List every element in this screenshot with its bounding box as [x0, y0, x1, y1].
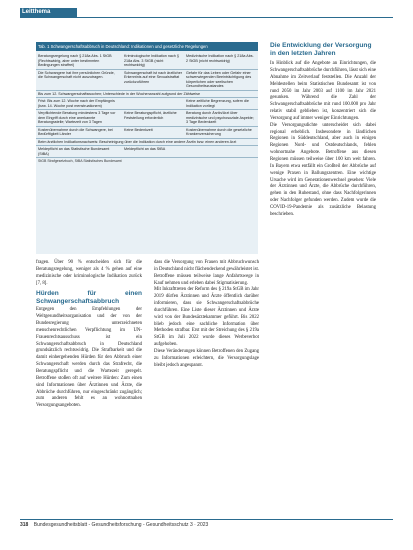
table-row — [36, 127, 258, 139]
table-cell: Verpflichtende Beratung mindestens 3 Tage vor dem Eingriff durch eine anerkannte Beratungsstelle; Wartezeit von 3 Tagen — [38, 111, 116, 124]
table-header-row — [36, 53, 258, 70]
table-full-row: Bis zum 12. Schwangerschaftswochen; Unterschiede in der Wochenanzahl aufgrund der Zählweise — [36, 91, 258, 99]
table-cell: Keine Beratungspflicht, ärztliche Feststellung erforderlich — [124, 111, 177, 120]
middle-text-column — [154, 260, 259, 370]
page-number: 318 — [20, 522, 29, 528]
table-row — [36, 110, 258, 127]
body-paragraph: Die Versorgungsdichte unterscheidet sich dabei regional erheblich. Insbesondere in ländlichen Regionen in Süddeutschland, aber auch in einigen Regionen Nord- und Ostdeutschlands, fehlen wohnortnahe Angebote. Betroffene aus diesen Regionen müssen teilweise über 100 km weit fahren. In Bayern etwa entfällt ein Großteil der Abbrüche auf wenige Praxen in Ballungszentren. Eine wichtige Ursache wird im Generationenwechsel gesehen: Viele der Ärztinnen und Ärzte, die Abbrüche durchführen, gehen in den Ruhestand, ohne dass Nachfolgerinnen oder Nachfolger gefunden werden. Zudem wurde die COVID-19-Pandemie als zusätzliche Belastung beschrieben. — [270, 122, 376, 217]
table-source-note: StGB Strafgesetzbuch, StBA Statistisches Bundesamt — [38, 159, 122, 163]
table-header-cell: Medizinische Indikation nach § 218a Abs. 2 StGB (nicht rechtswidrig) — [186, 54, 254, 63]
body-paragraph: Entgegen den Empfehlungen der Weltgesundheitsorganisation und der von der Bundesregierung unterzeichneten menschenrechtlichen Verpflichtung im UN-Frauenrechtsausschuss ist ein Schwangerschaftsabbruch in Deutschland grundsätzlich rechtswidrig. Die Strafbarkeit und die damit einhergehenden Hürden für den Abbruch einer Schwangerschaft werden durch das Strafrecht, die Beratungspflicht und die Wartezeit geregelt. Betroffene stoßen oft auf weitere Hürden: Zum einen sind Informationen über Ärztinnen und Ärzte, die Abbrüche durchführen, nur eingeschränkt zugänglich; zum anderen fehlt es an wohnortnahen Versorgungsangeboten. — [36, 307, 142, 409]
table-header-cell: Beratungsregelung nach § 218a Abs. 1 StGB (Rechtswidrig, aber unter bestimmten Bedingungen straffrei) — [38, 54, 112, 67]
table-cell: Schwangerschaft ist nach ärztlicher Erkenntnis auf eine Sexualstraftat zurückzuführen — [124, 70, 183, 84]
table-cell: Meldepflicht an das StBA — [124, 147, 166, 151]
legal-table — [36, 42, 258, 254]
table-cell: Gefahr für das Leben oder Gefahr einer schwerwiegenden Beeinträchtigung des körperlichen oder seelischen Gesundheitszustandes — [186, 70, 252, 88]
table-row — [36, 146, 258, 158]
table-full-row: Beim ärztlichen Indikationsnachweis: Bescheinigung über die Indikation durch eine andere Ärztin bzw. einen anderen Arzt — [36, 139, 258, 147]
table-row — [36, 70, 258, 91]
table-caption: Tab. 1 Schwangerschaftsabbruch in Deutschland: Indikationen und gesetzliche Regelungen — [36, 42, 258, 51]
table-cell: Keine Bedenkzeit — [124, 127, 153, 132]
body-paragraph: fragen. Über 90 % entscheiden sich für die Beratungsregelung, weniger als 4 % gehen auf eine medizinische oder kriminologische Indikation zurück [7, 8]. — [36, 260, 142, 286]
table-cell: Kostenübernahme durch die Schwangere, bei Bedürftigkeit Länder — [38, 127, 113, 136]
section-label: Leitthema — [20, 8, 77, 17]
table-cell: Frist: Bis zum 12. Woche nach der Empfängnis (bzw. 14. Woche post menstruationem) — [38, 99, 115, 108]
right-text-column — [270, 42, 376, 219]
column-heading: Die Entwicklung der Versorgung in den letzten Jahren — [270, 42, 372, 57]
table-cell — [184, 146, 258, 157]
header-rule — [20, 17, 393, 18]
table-grid — [36, 53, 258, 164]
body-paragraph: dass die Versorgung von Frauen mit Abbruchwunsch in Deutschland nicht flächendeckend gewährleistet ist. Betroffene müssen teilweise lange Anfahrtswege in Kauf nehmen und erleben dabei Stigmatisierung. — [154, 260, 259, 286]
table-row — [36, 98, 258, 110]
table-header-cell: Kriminologische Indikation nach § 218a Abs. 3 StGB (nicht rechtswidrig) — [124, 54, 179, 67]
journal-name: Bundesgesundheitsblatt - Gesundheitsforschung - Gesundheitsschutz 3 · 2023 — [33, 522, 209, 528]
body-paragraph: Diese Veränderungen können Betroffenen den Zugang zu Informationen erleichtern, die Versorgungslage bleibt jedoch angespannt. — [154, 348, 259, 368]
page-footer — [20, 520, 390, 530]
table-cell: Kostenübernahme durch die gesetzliche Krankenversicherung — [186, 127, 252, 136]
left-text-column — [36, 260, 142, 410]
table-cell: Meldepflicht an das Statistische Bundesamt (StBA) — [38, 147, 110, 156]
table-cell: Beratung durch Ärztin/Arzt über medizinische und psychosoziale Aspekte; 3 Tage Bedenkzeit — [186, 111, 254, 124]
section-heading: Hürden für einen Schwangerschaftsabbruch — [36, 290, 142, 305]
table-cell: Keine zeitliche Begrenzung, sofern die Indikation vorliegt — [186, 99, 249, 108]
body-paragraph: Mit Inkrafttreten der Reform des § 219a StGB im Jahr 2019 dürfen Ärztinnen und Ärzte öffentlich darüber informieren, dass sie Schwangerschaftsabbrüche durchführen. Eine Liste dieser Ärztinnen und Ärzte wird von der Bundesärztekammer geführt. Bis 2022 blieb jedoch eine sachliche Information über Methoden strafbar. Erst mit der Streichung des § 219a StGB im Juli 2022 wurde dieses Werbeverbot aufgehoben. — [154, 287, 259, 348]
table-cell: Die Schwangere hat ihre persönlichen Gründe, die Schwangerschaft nicht auszutragen. — [38, 70, 115, 79]
body-paragraph: In Hinblick auf die Angebote an Einrichtungen, die Schwangerschaftsabbrüche durchführen, lässt sich eine Abnahme im Zeitverlauf feststellen. Die Anzahl der Meldestellen beim Statistischen Bundesamt ist von rund 2050 im Jahr 2003 auf 1100 im Jahr 2021 gesunken. Während die Zahl der Schwangerschaftsabbrüche mit rund 100.000 pro Jahr relativ stabil geblieben ist, konzentriert sich die Versorgung auf immer weniger Einrichtungen. — [270, 61, 376, 121]
table-cell — [122, 98, 184, 109]
